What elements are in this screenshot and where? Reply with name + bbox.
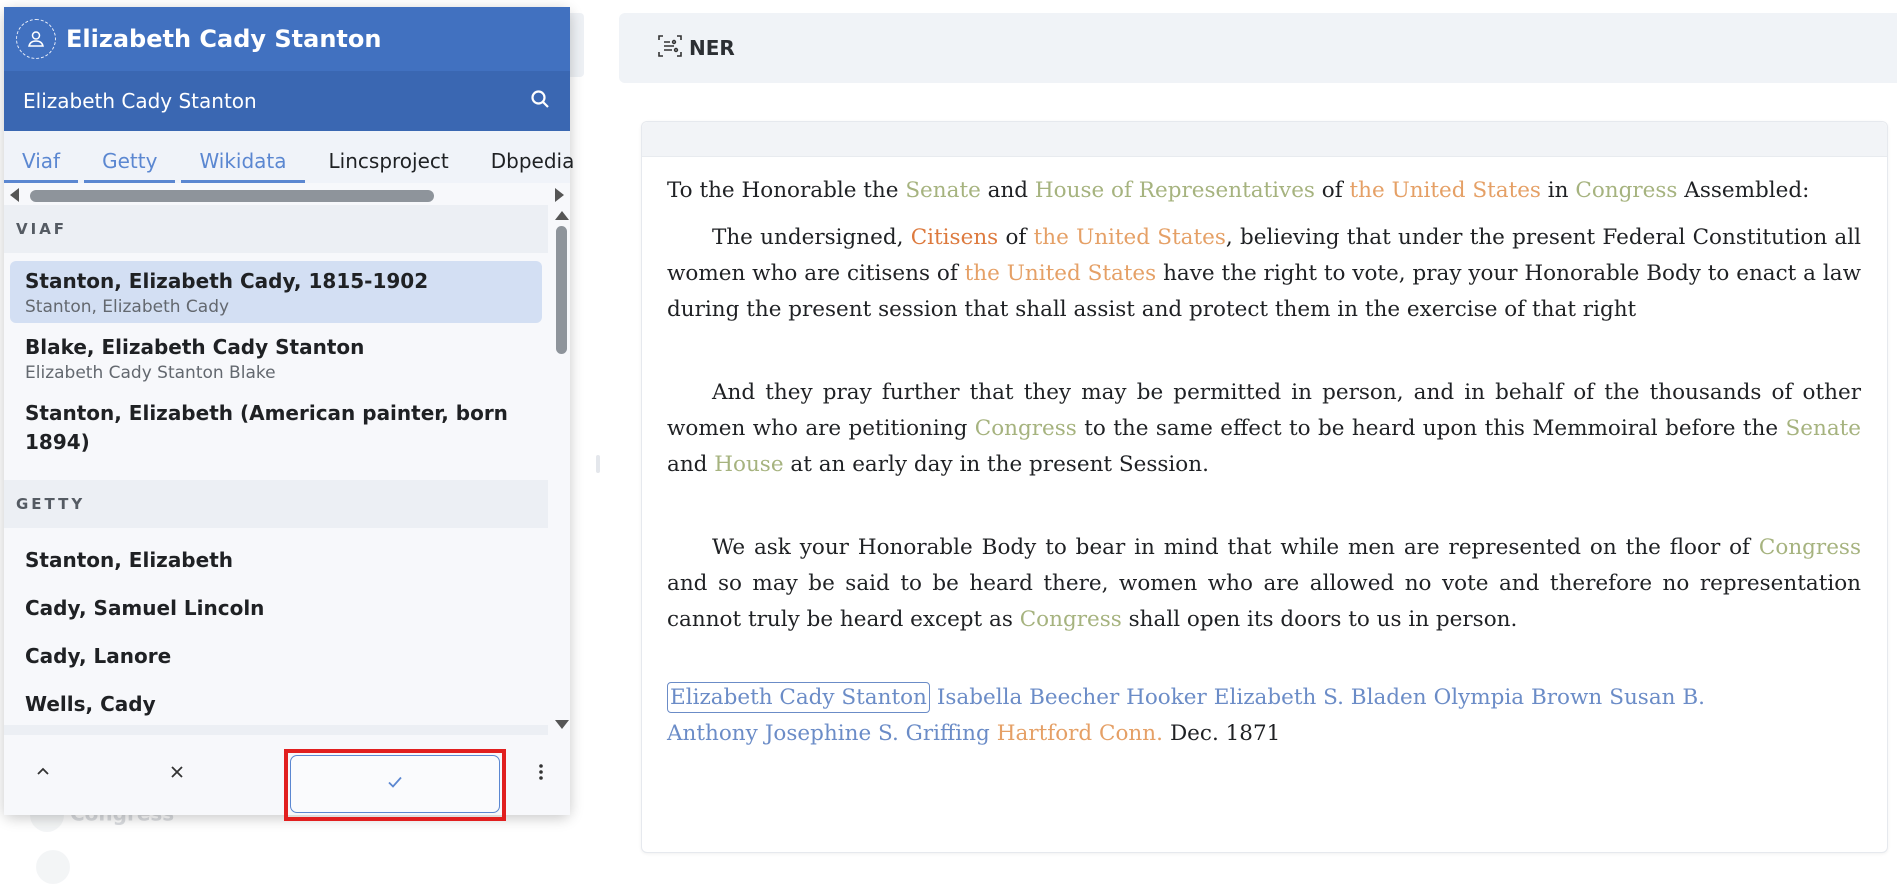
entity-lookup-panel (4, 7, 575, 815)
result-subtitle: Stanton, Elizabeth Cady (25, 297, 230, 317)
panel-header (4, 7, 570, 71)
entity-per[interactable]: Josephine S. Griffing (764, 721, 990, 746)
document-header (642, 122, 1887, 157)
entity-loc[interactable]: the United States (1349, 178, 1541, 203)
scroll-up-arrow-icon[interactable] (555, 211, 569, 220)
close-icon (169, 764, 185, 784)
result-name: Cady, Samuel Lincoln (25, 596, 265, 620)
scroll-down-arrow-icon[interactable] (555, 720, 569, 729)
tab-label: Wikidata (199, 149, 287, 173)
text-segment: To the Honorable the (667, 178, 906, 203)
text-segment: of (1314, 178, 1350, 203)
text-segment: , believing that under the present Federal Constitution all women who are citisens of (667, 225, 1861, 286)
result-item[interactable] (10, 540, 542, 575)
chevron-up-icon (35, 764, 51, 784)
more-options-button[interactable] (526, 759, 556, 789)
tab-label: Viaf (22, 149, 61, 173)
tab-getty[interactable] (84, 149, 175, 183)
result-subtitle: Elizabeth Cady Stanton Blake (25, 363, 276, 383)
result-name: Stanton, Elizabeth (American painter, born 1894) (25, 401, 508, 454)
confirm-button[interactable] (290, 755, 500, 813)
result-item[interactable] (10, 588, 542, 623)
result-item[interactable] (10, 636, 542, 671)
entity-per[interactable]: Olympia Brown (1433, 685, 1603, 710)
result-item[interactable] (10, 261, 542, 323)
results-vertical-scrollbar[interactable] (552, 205, 570, 735)
result-name: Stanton, Elizabeth (25, 548, 233, 572)
result-item[interactable] (10, 393, 510, 457)
tab-label: Getty (102, 149, 158, 173)
document-body (642, 157, 1887, 752)
entity-org[interactable]: Congress (1758, 535, 1861, 560)
text-segment: We ask your Honorable Body to bear in mind that while men are represented on the floor of (712, 535, 1759, 560)
tab-label: Dbpedia (490, 149, 575, 173)
entity-org[interactable]: Senate (905, 178, 981, 203)
paragraph-3 (667, 375, 1861, 483)
scroll-right-arrow-icon[interactable] (555, 188, 564, 202)
entity-loc[interactable]: Hartford Conn. (996, 721, 1163, 746)
entity-org[interactable]: Congress (974, 416, 1077, 441)
text-segment: And they pray further that they may be permitted in person, and in behalf of the thousands of other women who are petitioning (667, 380, 1861, 441)
document-viewer (641, 121, 1888, 853)
entity-misc[interactable]: Citisens (910, 225, 999, 250)
text-segment: and so may be said to be heard there, women who are allowed no vote and therefore no representation cannot truly be heard except as (667, 571, 1861, 632)
check-icon (386, 773, 404, 795)
paragraph-2 (667, 220, 1861, 328)
section-header-getty (4, 480, 548, 528)
search-bar (4, 71, 570, 131)
result-name: Blake, Elizabeth Cady Stanton (25, 335, 365, 359)
entity-org[interactable]: Senate (1785, 416, 1861, 441)
results-list (4, 205, 570, 735)
tab-label: Lincsproject (328, 149, 449, 173)
search-icon[interactable] (530, 89, 550, 113)
entity-loc[interactable]: the United States (964, 261, 1157, 286)
tab-wikidata[interactable] (181, 149, 304, 183)
person-icon (16, 19, 56, 59)
entity-org[interactable]: House of Representatives (1034, 178, 1315, 203)
entity-org[interactable]: Congress (1019, 607, 1122, 632)
result-item[interactable] (10, 684, 542, 719)
authority-tabs (4, 131, 575, 183)
text-segment: and (980, 178, 1035, 203)
collapse-button[interactable] (28, 759, 58, 789)
section-label: VIAF (16, 220, 68, 238)
entity-org[interactable]: Congress (1575, 178, 1678, 203)
scroll-left-arrow-icon[interactable] (10, 188, 19, 202)
tab-viaf[interactable] (4, 149, 78, 183)
section-label: GETTY (16, 495, 86, 513)
cancel-button[interactable] (162, 759, 192, 789)
text-segment: at an early day in the present Session. (783, 452, 1209, 477)
entity-per[interactable]: Elizabeth Cady Stanton (667, 682, 930, 713)
entity-per[interactable]: Elizabeth S. Bladen (1213, 685, 1427, 710)
tabs-horizontal-scrollbar[interactable] (4, 183, 570, 207)
signature-date: Dec. 1871 (1169, 721, 1281, 746)
result-name: Stanton, Elizabeth Cady, 1815-1902 (25, 269, 429, 293)
panel-footer (4, 735, 570, 815)
text-segment: The undersigned, (712, 225, 911, 250)
tab-dbpedia[interactable] (473, 149, 593, 183)
entity-per[interactable]: Susan B. Anthony (667, 685, 1705, 746)
section-header-viaf (4, 205, 548, 253)
paragraph-4 (667, 530, 1861, 638)
text-segment: have the right to vote, pray your Honorable Body to enact a law during the present session that shall assist and protect them in the exercise of that right (667, 261, 1861, 322)
text-segment: to the same effect to be heard upon this Memmoiral before the (1076, 416, 1786, 441)
entity-loc[interactable]: the United States (1033, 225, 1226, 250)
result-name: Cady, Lanore (25, 644, 172, 668)
result-name: Wells, Cady (25, 692, 156, 716)
result-item[interactable] (10, 327, 542, 389)
text-segment: in (1540, 178, 1576, 203)
text-segment: shall open its doors to us in person. (1121, 607, 1518, 632)
paragraph-1 (667, 173, 1861, 209)
ner-button[interactable] (657, 33, 735, 64)
tab-lincsproject[interactable] (311, 149, 467, 183)
text-segment: of (998, 225, 1034, 250)
panel-title: Elizabeth Cady Stanton (66, 25, 382, 53)
entity-org[interactable]: House (714, 452, 784, 477)
toolbar (619, 13, 1897, 83)
ner-label: NER (689, 36, 735, 60)
more-vertical-icon (538, 763, 544, 785)
text-segment: and (667, 452, 715, 477)
scrollbar-thumb[interactable] (556, 226, 567, 354)
scrollbar-thumb[interactable] (30, 190, 434, 202)
text-segment: Assembled: (1677, 178, 1810, 203)
resize-handle[interactable] (596, 455, 600, 473)
signatures (667, 680, 1861, 752)
ner-scan-icon (657, 33, 689, 64)
search-input[interactable] (21, 88, 505, 114)
entity-per[interactable]: Isabella Beecher Hooker (936, 685, 1207, 710)
ghost-entity-icon (36, 850, 70, 884)
